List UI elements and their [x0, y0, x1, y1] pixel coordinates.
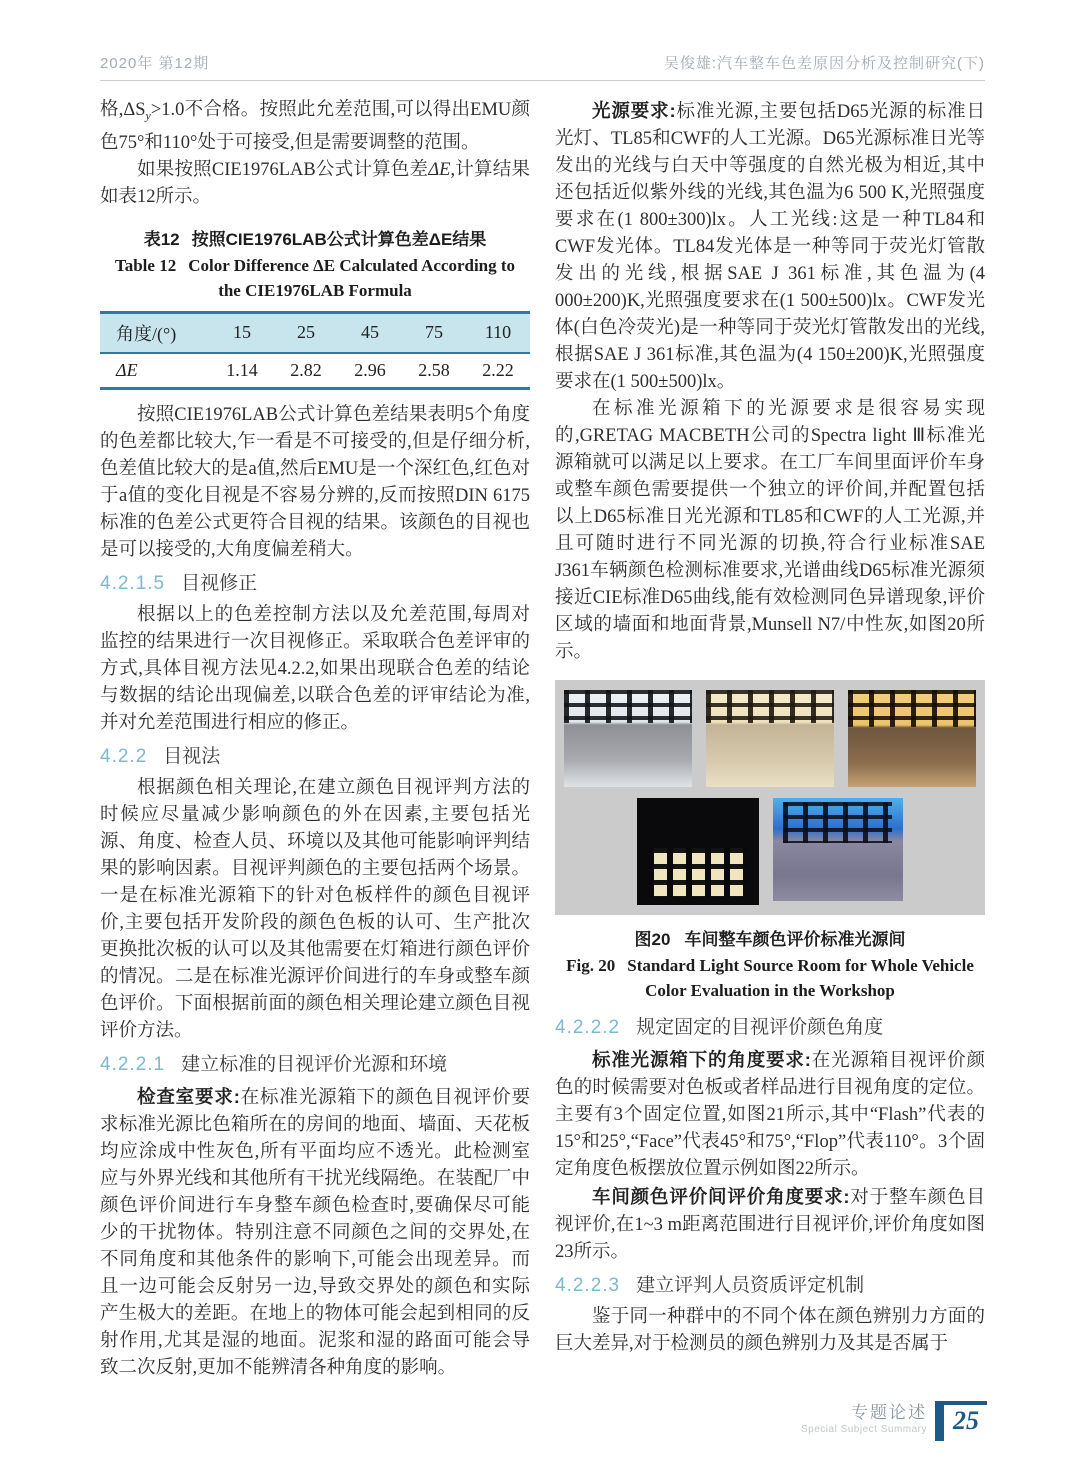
text-run: 标准光源,主要包括D65光源的标准日光灯、TL85和CWF的人工光源。D65光源标准日光等发出的光线与白天中等强度的自然光极为相近,其中还包括近似紫外线的光线,其色温为6 500 K,光照强度要求在(1 800±300)lx。人工光线:这是一种TL84和CWF发光体。TL84发光体是一种等同于荧光灯管散发出的光线,根据SAE J 361标准,其色温为(4 000±200)K,光照强度要求在(1 500±500)lx。CWF发光体(白色冷荧光)是一种等同于荧光灯管散发出的光线,根据SAE J 361标准,其色温为(4 150±200)K,光照强度要求在(1 500±500)lx。: [555, 102, 985, 392]
table-caption-en: [100, 253, 530, 278]
table-header-row: [100, 312, 530, 353]
footer-section-name: [801, 1401, 927, 1436]
figure-caption-en-2: [555, 978, 985, 1003]
header-cell: 75: [402, 312, 466, 353]
value-cell: 2.96: [354, 359, 386, 380]
table-caption-en-2: [100, 278, 530, 303]
paragraph-with-lead: [100, 1083, 530, 1382]
photo-row-top: [564, 690, 976, 787]
subscript: y: [145, 108, 151, 123]
paragraph: 鉴于同一种群中的不同个体在颜色辨别力方面的巨大差异,对于检测员的颜色辨别力及其是否属于: [555, 1307, 985, 1354]
running-title: 吴俊雄:汽车整车色差原因分析及控制研究(下): [663, 55, 985, 72]
bold-lead: 检查室要求:: [137, 1085, 240, 1107]
header-cell: 45: [338, 312, 402, 353]
light-room-photo-warm-white: [706, 690, 834, 787]
page-footer: [801, 1401, 987, 1441]
light-room-photo-daylight: [564, 690, 692, 787]
photo-row-bottom: [564, 798, 976, 905]
data-table: [100, 311, 530, 390]
section-title: 规定固定的目视评价颜色角度: [636, 1017, 884, 1038]
light-room-photo-dark-ceiling: [637, 798, 759, 905]
footer-en-label: Special Subject Summary: [801, 1424, 927, 1435]
italic-symbol: ΔE: [428, 159, 451, 180]
left-column: [100, 97, 530, 1382]
figure-title-en-line1: Standard Light Source Room for Whole Vehicle: [627, 956, 974, 975]
figure-title-en-line2: Color Evaluation in the Workshop: [645, 981, 895, 1000]
page-header: [100, 52, 985, 73]
paragraph-continuation: [100, 97, 530, 157]
figure-caption-en: [555, 953, 985, 978]
text-run: 格,ΔS: [100, 100, 146, 120]
header-cell: 110: [466, 312, 530, 353]
row-label-cell: ΔE: [116, 359, 138, 380]
section-title: 目视修正: [181, 572, 258, 594]
text-run: 对于整车颜色目视评价,在1~3 m距离范围进行目视评价,评价角度如图23所示。: [555, 1188, 985, 1262]
figure-label-zh: 图20: [634, 930, 671, 949]
section-number: 4.2.1.5: [100, 572, 166, 594]
section-number: 4.2.2.1: [100, 1053, 166, 1075]
page-number: 25: [944, 1401, 987, 1441]
figure-20-block: [555, 680, 985, 1003]
bold-lead: 标准光源箱下的角度要求:: [592, 1049, 811, 1070]
header-cell: 角度/(°): [100, 312, 210, 353]
section-title: 建立评判人员资质评定机制: [636, 1275, 865, 1296]
text-run: 在光源箱目视评价颜色的时候需要对色板或者样品进行目视角度的定位。主要有3个固定位置,如图21所示,其中“Flash”代表的15°和25°,“Face”代表45°和75°,“Flop”代表110°。3个固定角度色板摆放位置示例如图22所示。: [555, 1051, 985, 1179]
section-title: 建立标准的目视评价光源和环境: [181, 1053, 448, 1075]
header-rule: [100, 80, 985, 81]
text-run: ,计算结果如表12所示。: [100, 159, 530, 207]
value-cell: 2.82: [290, 359, 322, 380]
text-run: 如果按照CIE1976LAB公式计算色差: [137, 159, 429, 180]
light-room-photo-warm-amber: [848, 690, 976, 787]
page-number-bar: [935, 1401, 944, 1441]
section-heading-4-2-2-3: [555, 1271, 985, 1300]
paragraph: 根据以上的色差控制方法以及允差范围,每周对监控的结果进行一次目视修正。采取联合色差评审的方式,具体目视方法见4.2.2,如果出现联合色差的结论与数据的结论出现偏差,以联合色差的评审结论为准,并对允差范围进行相应的修正。: [100, 604, 530, 733]
figure-label-en: Fig. 20: [566, 956, 616, 975]
paragraph: 在标准光源箱下的光源要求是很容易实现的,GRETAG MACBETH公司的Spectra light Ⅲ标准光源箱就可以满足以上要求。在工厂车间里面评价车身或整车颜色需要提供一个独立的评价间,并配置包括以上D65标准日光光源和TL85和CWF的人工光源,并且可随时进行不同光源的切换,符合行业标准SAE J361车辆颜色检测标准要求,光谱曲线D65标准光源须接近CIE标准D65曲线,能有效检测同色异谱现象,评价区域的墙面和地面背景,Munsell N7/中性灰,如图20所示。: [555, 399, 985, 662]
right-column: [555, 97, 985, 1382]
table-label-en: Table 12: [114, 255, 177, 275]
issue-info: 2020年 第12期: [100, 55, 210, 72]
footer-zh-label: 专题论述: [851, 1403, 927, 1422]
page-number-box: [935, 1401, 987, 1441]
section-title: 目视法: [163, 745, 221, 767]
text-run: >1.0不合格。按照此允差范围,可以得出EMU颜色75°和110°处于可接受,但是需要调整的范围。: [100, 100, 531, 153]
paragraph-with-lead: [555, 97, 985, 396]
text-run: 在标准光源箱下的颜色目视评价要求标准光源比色箱所在的房间的地面、墙面、天花板均应涂成中性灰色,所有平面均应不透光。此检测室应与外界光线和其他所有干扰光线隔绝。在装配厂中颜色评价间进行车身整车颜色检查时,要确保尽可能少的干扰物体。特别注意不同颜色之间的交界处,在不同角度和其他条件的影响下,可能会出现差异。而且一边可能会反射另一边,导致交界处的颜色和实际产生极大的差距。在地上的物体可能会起到相同的反射作用,尤其是湿的地面。泥浆和湿的路面可能会导致二次反射,更加不能辨清各种角度的影响。: [100, 1087, 530, 1378]
header-cell: 15: [210, 312, 274, 353]
table-12-block: [100, 227, 530, 390]
figure-title-zh: 车间整车颜色评价标准光源间: [684, 930, 906, 949]
section-heading-4-2-2-2: [555, 1013, 985, 1042]
value-cell: 2.58: [418, 359, 450, 380]
value-cell: 2.22: [482, 359, 514, 380]
table-label-zh: 表12: [143, 229, 180, 249]
header-cell: 25: [274, 312, 338, 353]
figure-caption-zh: [555, 927, 985, 953]
table-title-en-line2: the CIE1976LAB Formula: [218, 280, 412, 300]
table-title-zh: 按照CIE1976LAB公式计算色差ΔE结果: [191, 229, 487, 249]
two-column-body: [100, 97, 985, 1382]
paragraph: 根据颜色相关理论,在建立颜色目视评判方法的时候应尽量减少影响颜色的外在因素,主要包括光源、角度、检查人员、环境以及其他可能影响评判结果的影响因素。目视评判颜色的主要包括两个场景。一是在标准光源箱下的针对色板样件的颜色目视评价,主要包括开发阶段的颜色色板的认可、生产批次更换批次板的认可以及其他需要在灯箱进行颜色评价的情况。二是在标准光源评价间进行的车身或整车颜色评价。下面根据前面的颜色相关理论建立颜色目视评价方法。: [100, 777, 530, 1041]
bold-lead: 车间颜色评价间评价角度要求:: [592, 1186, 850, 1207]
table-caption-zh: [100, 227, 530, 253]
section-heading-4-2-1-5: [100, 569, 530, 598]
section-heading-4-2-2-1: [100, 1050, 530, 1079]
figure-photo-panel: [555, 680, 985, 915]
section-number: 4.2.2.2: [555, 1017, 621, 1038]
table-data-row: [100, 353, 530, 389]
section-heading-4-2-2: [100, 742, 530, 771]
section-number: 4.2.2.3: [555, 1275, 621, 1296]
table-title-en-line1: Color Difference ΔE Calculated According to: [188, 255, 516, 275]
paragraph-with-lead: [555, 1046, 985, 1183]
paragraph: [100, 157, 530, 211]
section-number: 4.2.2: [100, 745, 148, 767]
light-room-photo-blue-lights: [773, 798, 903, 901]
paragraph: 按照CIE1976LAB公式计算色差结果表明5个角度的色差都比较大,乍一看是不可接受的,但是仔细分析,色差值比较大的是a值,然后EMU是一个深红色,红色对于a值的变化目视是不容易分辨的,反而按照DIN 6175标准的色差公式更符合目视的结果。该颜色的目视也是可以接受的,大角度偏差稍大。: [100, 404, 530, 560]
bold-lead: 光源要求:: [592, 100, 676, 121]
paragraph-with-lead: [555, 1183, 985, 1266]
value-cell: 1.14: [226, 359, 258, 380]
